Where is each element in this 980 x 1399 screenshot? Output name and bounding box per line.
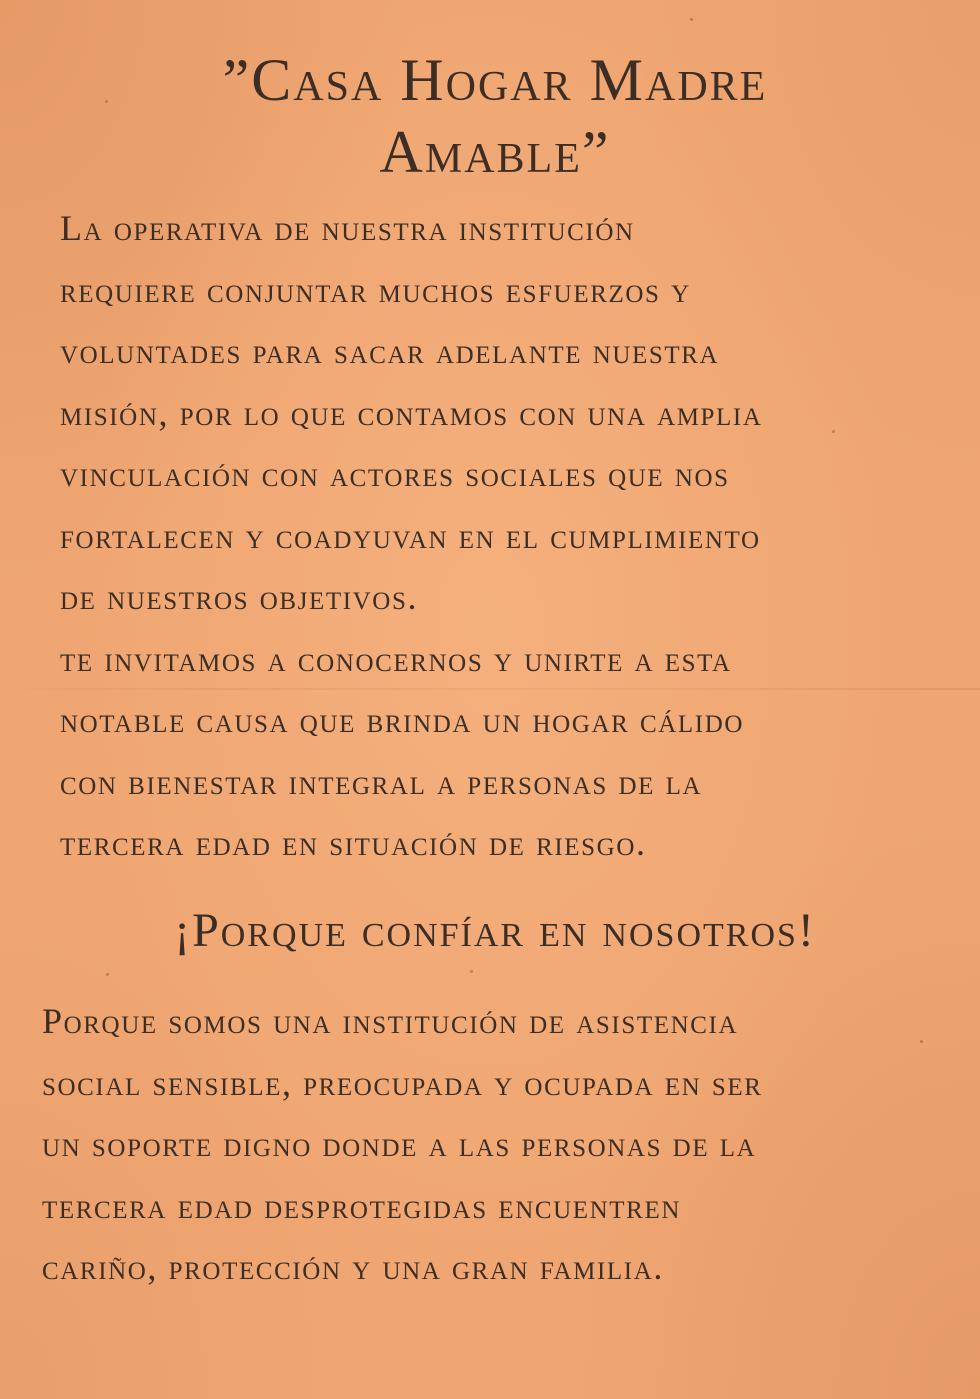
reason-line: tercera edad desprotegidas encuentren [42,1185,681,1226]
intro-line: fortalecen y coadyuvan en el cumplimiento [60,515,761,556]
intro-line: tercera edad en situación de riesgo. [60,823,647,863]
intro-line: de nuestros objetivos. [60,577,419,617]
intro-line: te invitamos a conocernos y unirte a esta [60,638,732,679]
intro-line: La operativa de nuestra institución [60,208,635,248]
section-heading: ¡Porque confíar en nosotros! [174,904,816,957]
reason-line: social sensible, preocupada y ocupada en ser [42,1062,763,1103]
intro-line: requiere conjuntar muchos esfuerzos y [60,269,691,310]
page-title: ”Casa Hogar Madre Amable” [222,47,768,185]
intro-line: voluntades para sacar adelante nuestra [60,331,720,371]
intro-paragraph [60,198,763,875]
reason-line: cariño, protección y una gran familia. [42,1247,664,1287]
reason-paragraph [42,991,763,1299]
intro-line: notable causa que brinda un hogar cálido [60,700,745,740]
reason-line: Porque somos una institución de asistencia [42,1001,739,1041]
intro-line: con bienestar integral a personas de la [60,761,703,802]
intro-line: misión, por lo que contamos con una amplia [60,392,763,433]
intro-line: vinculación con actores sociales que nos [60,454,730,494]
reason-line: un soporte digno donde a las personas de la [42,1124,757,1164]
